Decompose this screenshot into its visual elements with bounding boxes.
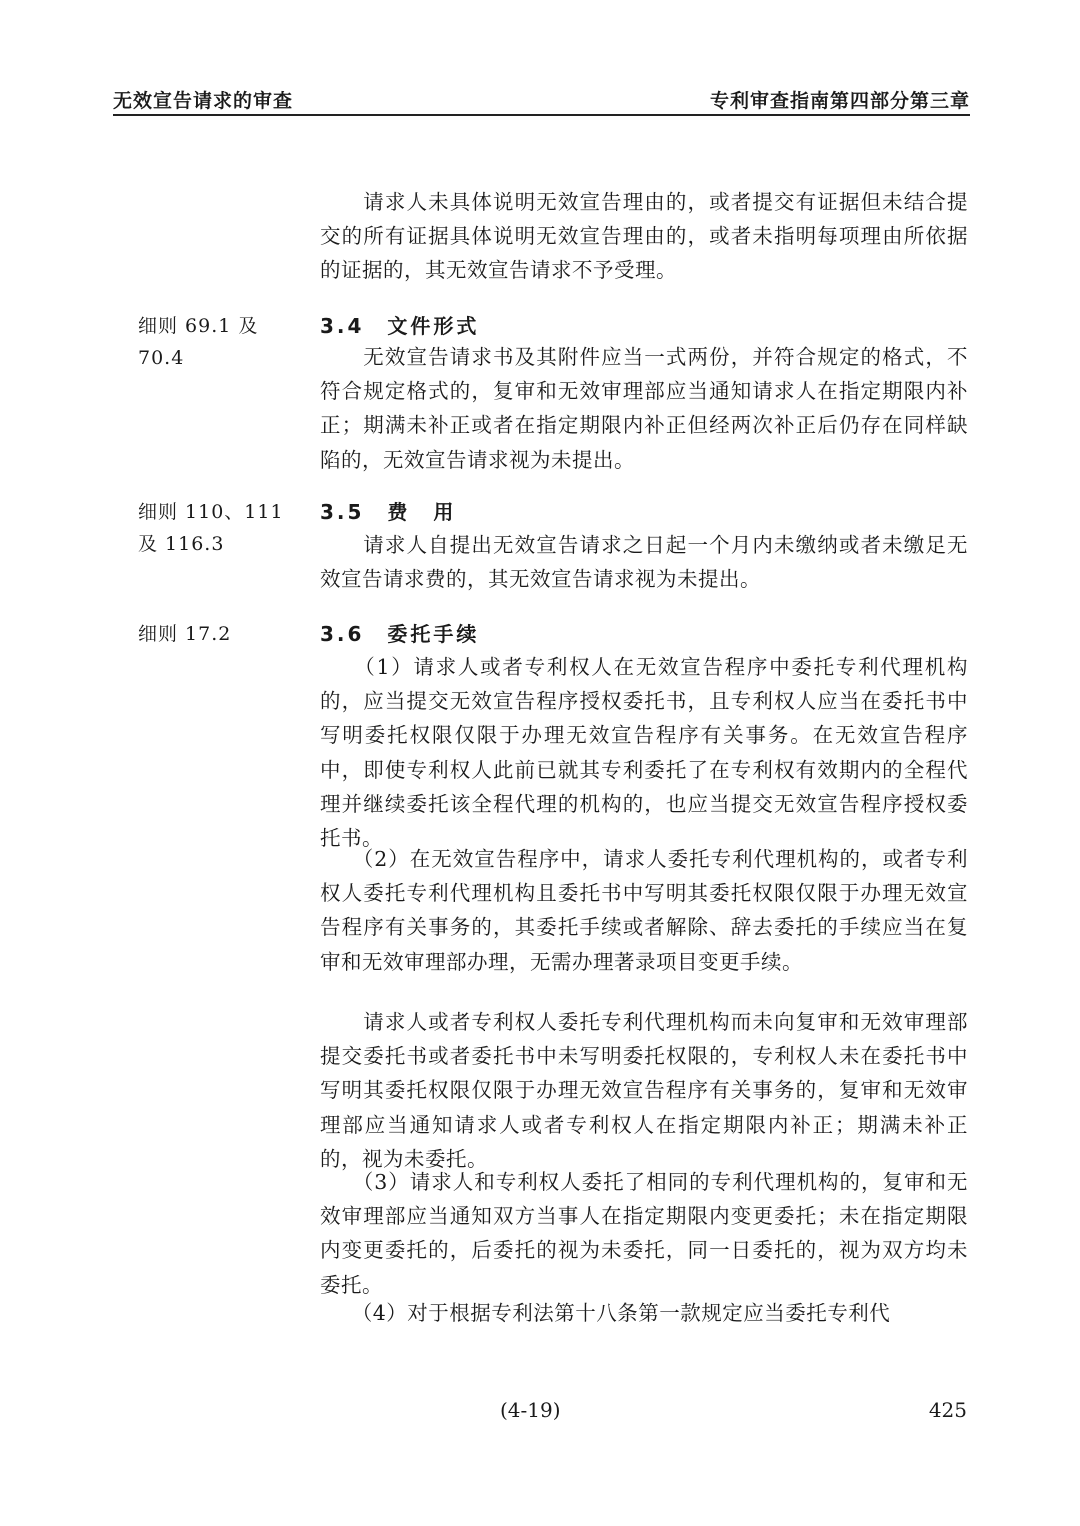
sec36-item2-cont: 请求人或者专利权人委托专利代理机构而未向复审和无效审理部提交委托书或者委托书中未写明委托权限的，专利权人未在委托书中写明其委托权限仅限于办理无效宣告程序有关事务的，复审和无效审理部应当通知请求人或者专利权人在指定期限内补正；期满未补正的，视为未委托。: [320, 1010, 968, 1171]
sec36-item1: （1）请求人或者专利权人在无效宣告程序中委托专利代理机构的，应当提交无效宣告程序授权委托书，且专利权人应当在委托书中写明委托权限仅限于办理无效宣告程序有关事务。在无效宣告程序中，即使专利权人此前已就其专利委托了在专利权有效期内的全程代理并继续委托该全程代理的机构的，也应当提交无效宣告程序授权委托书。: [320, 655, 968, 851]
header-guide-part: 专利审查指南第四部分第三章: [709, 90, 970, 112]
sec34-heading: 3.4 文件形式: [320, 314, 480, 338]
sec35-paragraph: 请求人自提出无效宣告请求之日起一个月内未缴纳或者未缴足无效宣告请求费的，其无效宣告请求视为未提出。: [320, 533, 968, 592]
sec36-item2: （2）在无效宣告程序中，请求人委托专利代理机构的，或者专利权人委托专利代理机构且委托书中写明其委托权限仅限于办理无效宣告程序有关事务的，其委托手续或者解除、辞去委托的手续应当在复审和无效审理部办理，无需办理著录项目变更手续。: [320, 847, 968, 974]
header-chapter-title: 无效宣告请求的审查: [113, 90, 294, 112]
sec35-heading: 3.5 费 用: [320, 500, 457, 524]
sec36-rule-ref: 细则 17.2: [138, 623, 232, 645]
sec36-heading: 3.6 委托手续: [320, 622, 480, 646]
footer-section-code: (4-19): [500, 1398, 561, 1422]
page-number: 425: [928, 1398, 967, 1422]
intro-paragraph: 请求人未具体说明无效宣告理由的，或者提交有证据但未结合提交的所有证据具体说明无效宣告理由的，或者未指明每项理由所依据的证据的，其无效宣告请求不予受理。: [320, 190, 968, 283]
sec36-item3: （3）请求人和专利权人委托了相同的专利代理机构的，复审和无效审理部应当通知双方当事人在指定期限内变更委托；未在指定期限内变更委托的，后委托的视为未委托，同一日委托的，视为双方均未委托。: [320, 1170, 968, 1297]
running-header: [113, 82, 970, 116]
sec36-item4: （4）对于根据专利法第十八条第一款规定应当委托专利代: [320, 1301, 891, 1325]
sec34-paragraph: 无效宣告请求书及其附件应当一式两份，并符合规定的格式，不符合规定格式的，复审和无效审理部应当通知请求人在指定期限内补正；期满未补正或者在指定期限内补正但经两次补正后仍存在同样缺陷的，无效宣告请求视为未提出。: [320, 345, 968, 472]
sec34-rule-ref: 细则 69.1 及 70.4: [138, 315, 259, 369]
sec35-rule-ref: 细则 110、111 及 116.3: [138, 501, 284, 555]
